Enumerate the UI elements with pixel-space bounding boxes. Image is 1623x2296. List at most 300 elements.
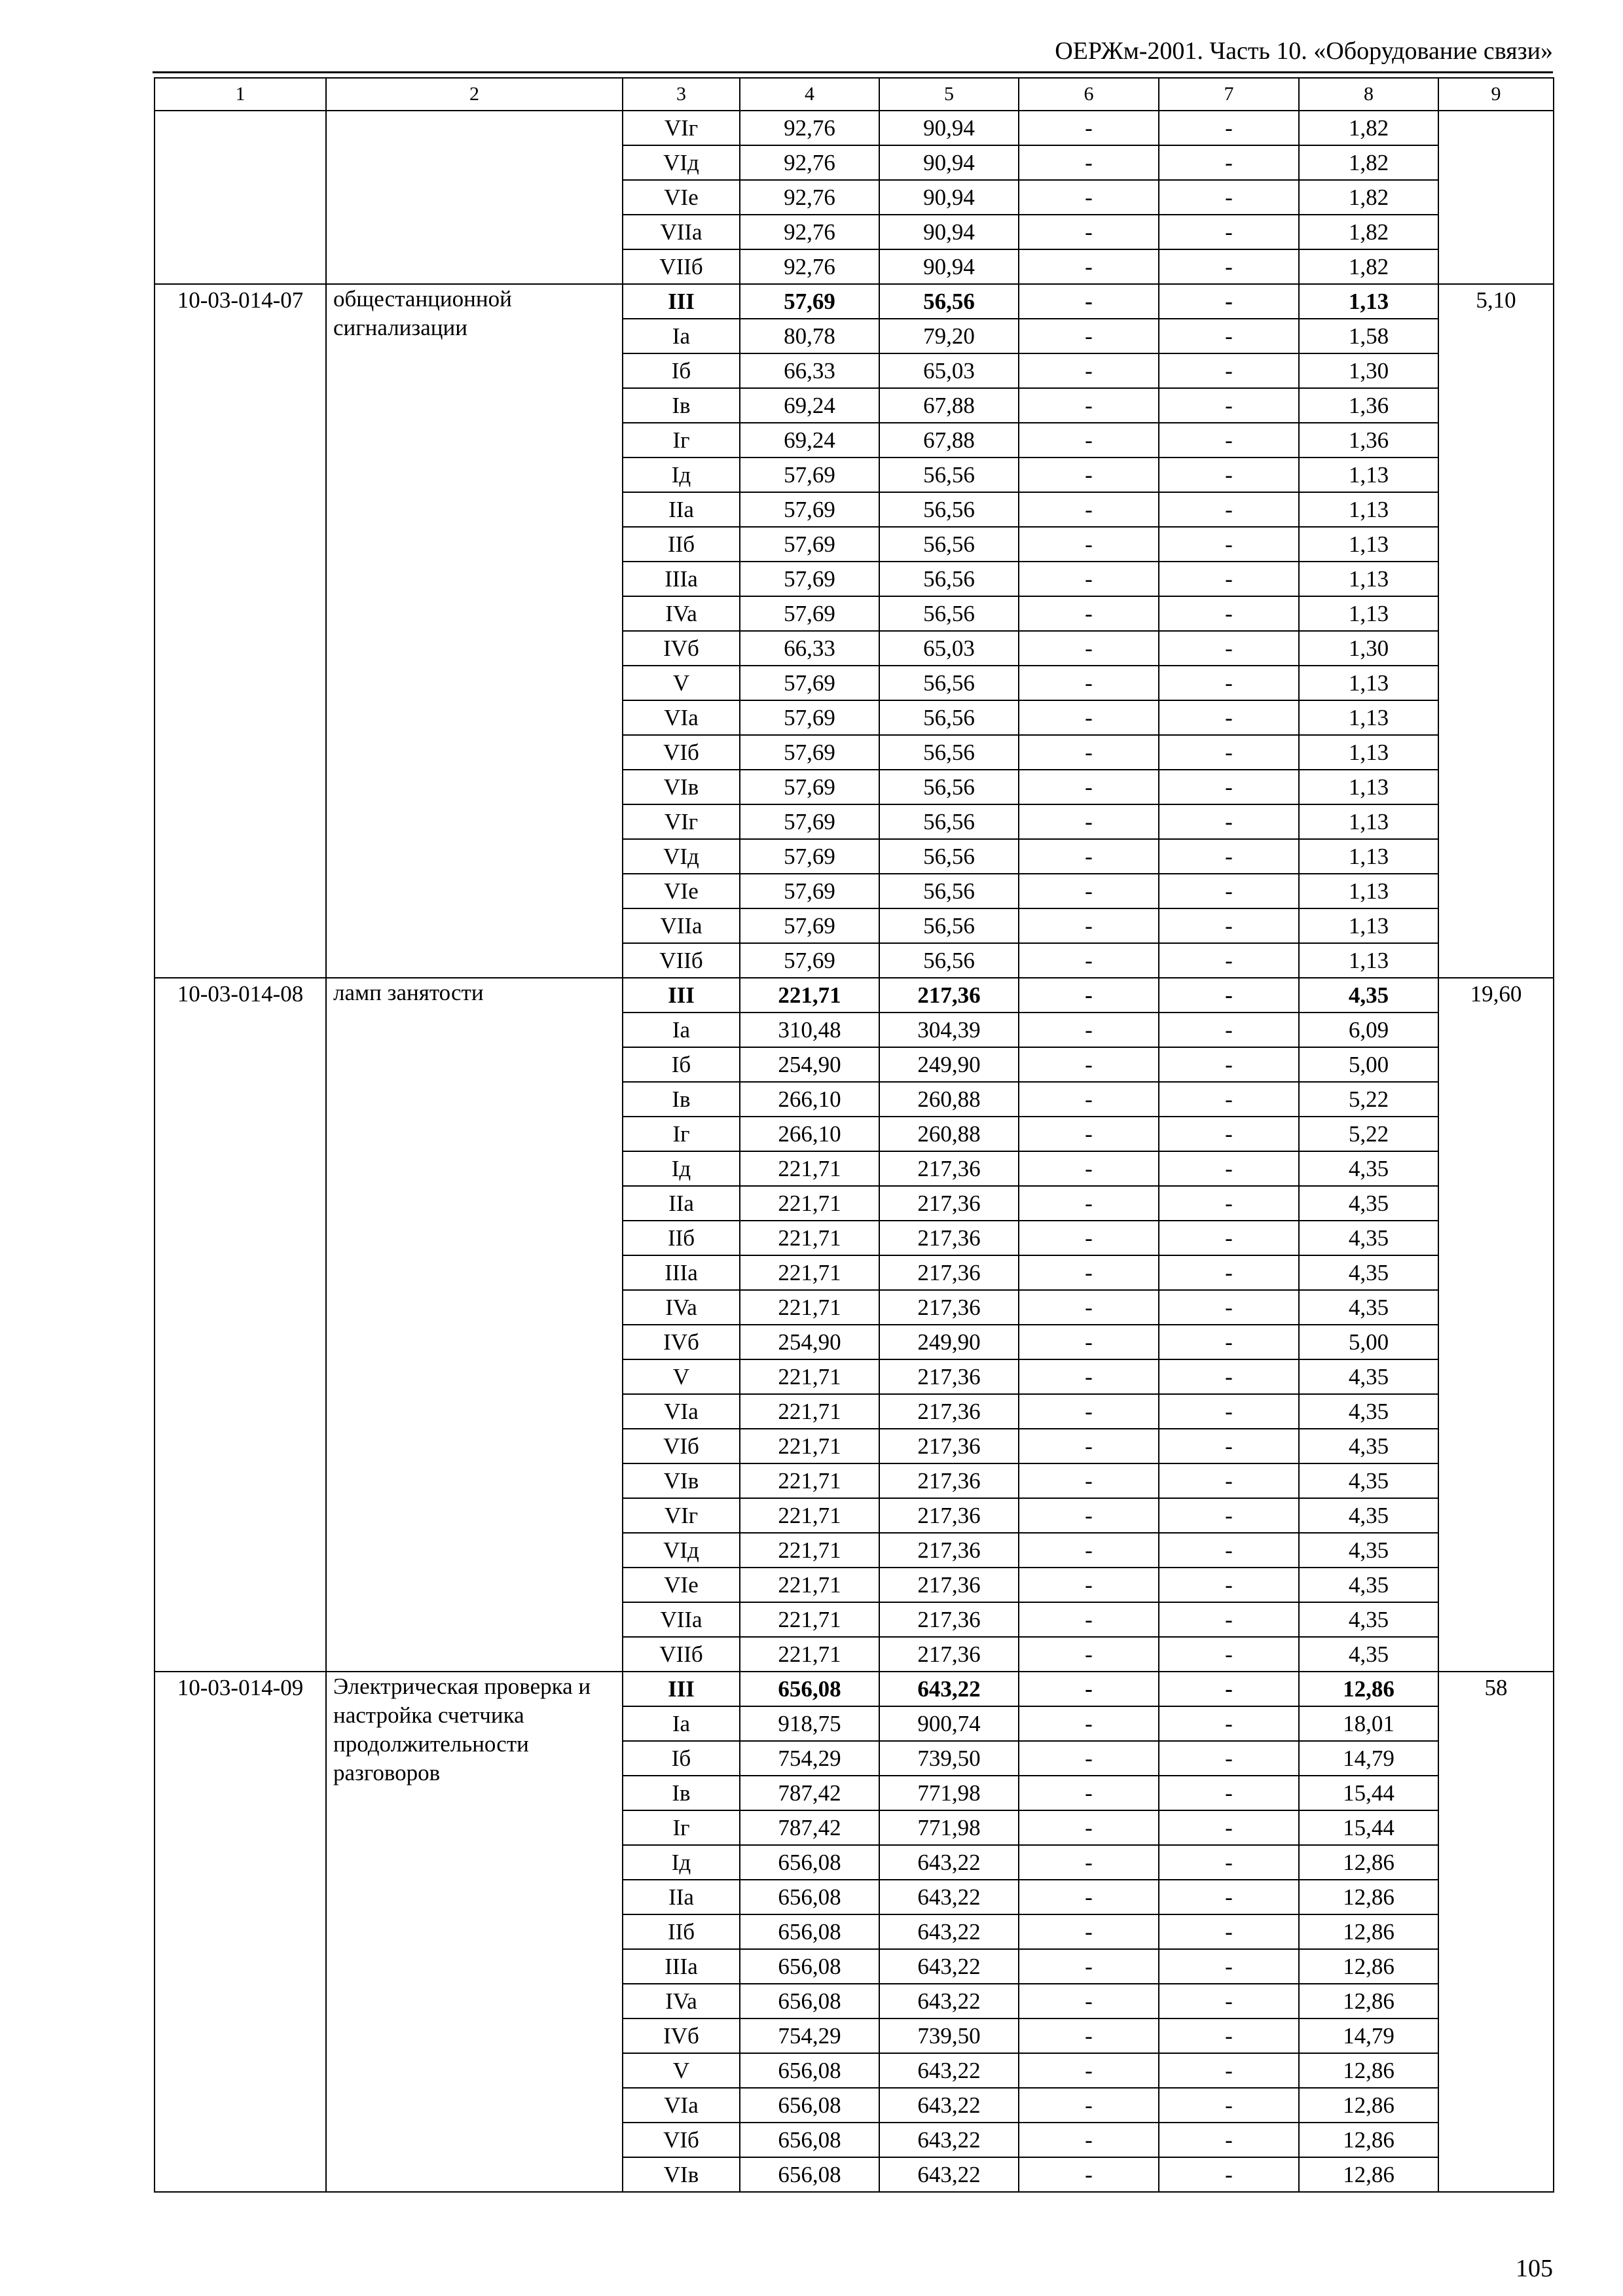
cell-col-4: 57,69 xyxy=(740,770,879,804)
cell-col-4: 92,76 xyxy=(740,249,879,284)
cell-col-6: - xyxy=(1019,666,1159,700)
cell-col-8: 1,13 xyxy=(1299,908,1438,943)
cell-col-6: - xyxy=(1019,1013,1159,1047)
cell-col-3: IVб xyxy=(623,631,740,666)
cell-col-3: Ia xyxy=(623,1706,740,1741)
cell-col-8: 1,82 xyxy=(1299,145,1438,180)
cell-col-4: 92,76 xyxy=(740,145,879,180)
cell-col-3: VIб xyxy=(623,1429,740,1463)
cell-col-4: 656,08 xyxy=(740,2088,879,2123)
cell-col-5: 900,74 xyxy=(879,1706,1019,1741)
cell-col-8: 12,86 xyxy=(1299,1949,1438,1984)
material-quantity: 19,60 xyxy=(1438,978,1554,1672)
cell-col-3: V xyxy=(623,2053,740,2088)
cell-col-5: 643,22 xyxy=(879,1914,1019,1949)
cell-col-7: - xyxy=(1159,492,1299,527)
cell-col-4: 656,08 xyxy=(740,2157,879,2192)
cell-col-6: - xyxy=(1019,1498,1159,1533)
cell-col-5: 217,36 xyxy=(879,1290,1019,1325)
cell-col-5: 56,56 xyxy=(879,562,1019,596)
cell-col-6: - xyxy=(1019,2157,1159,2192)
rate-code: 10-03-014-07 xyxy=(155,284,326,978)
cell-col-5: 643,22 xyxy=(879,2088,1019,2123)
cell-col-7: - xyxy=(1159,1013,1299,1047)
cell-col-5: 217,36 xyxy=(879,978,1019,1013)
cell-col-3: VIб xyxy=(623,735,740,770)
cell-col-5: 56,56 xyxy=(879,804,1019,839)
cell-col-7: - xyxy=(1159,1255,1299,1290)
cell-col-7: - xyxy=(1159,1082,1299,1117)
cell-col-4: 92,76 xyxy=(740,215,879,249)
cell-col-7: - xyxy=(1159,1637,1299,1672)
column-number-8: 8 xyxy=(1299,78,1438,111)
cell-col-4: 92,76 xyxy=(740,111,879,145)
cell-col-5: 249,90 xyxy=(879,1047,1019,1082)
rates-table-container xyxy=(154,77,1553,2193)
cell-col-8: 12,86 xyxy=(1299,2053,1438,2088)
cell-col-7: - xyxy=(1159,1394,1299,1429)
cell-col-4: 656,08 xyxy=(740,1949,879,1984)
cell-col-5: 90,94 xyxy=(879,215,1019,249)
cell-col-5: 304,39 xyxy=(879,1013,1019,1047)
cell-col-3: VIIa xyxy=(623,908,740,943)
cell-col-5: 249,90 xyxy=(879,1325,1019,1359)
cell-col-5: 56,56 xyxy=(879,527,1019,562)
cell-col-4: 787,42 xyxy=(740,1776,879,1810)
cell-col-8: 4,35 xyxy=(1299,1568,1438,1602)
cell-col-4: 221,71 xyxy=(740,1359,879,1394)
cell-col-6: - xyxy=(1019,943,1159,978)
cell-col-5: 217,36 xyxy=(879,1151,1019,1186)
cell-col-6: - xyxy=(1019,527,1159,562)
cell-col-6: - xyxy=(1019,353,1159,388)
rate-code: 10-03-014-08 xyxy=(155,978,326,1672)
cell-col-8: 4,35 xyxy=(1299,1394,1438,1429)
cell-col-8: 1,30 xyxy=(1299,631,1438,666)
cell-col-7: - xyxy=(1159,1810,1299,1845)
cell-col-6: - xyxy=(1019,180,1159,215)
cell-col-3: IIIa xyxy=(623,562,740,596)
cell-col-4: 656,08 xyxy=(740,1914,879,1949)
cell-col-7: - xyxy=(1159,1741,1299,1776)
cell-col-4: 221,71 xyxy=(740,1255,879,1290)
cell-col-6: - xyxy=(1019,1741,1159,1776)
cell-col-6: - xyxy=(1019,1429,1159,1463)
cell-col-4: 221,71 xyxy=(740,1186,879,1221)
cell-col-5: 56,56 xyxy=(879,457,1019,492)
cell-col-6: - xyxy=(1019,1776,1159,1810)
cell-col-6: - xyxy=(1019,1394,1159,1429)
cell-col-5: 217,36 xyxy=(879,1602,1019,1637)
cell-col-6: - xyxy=(1019,1082,1159,1117)
cell-col-5: 90,94 xyxy=(879,145,1019,180)
cell-col-6: - xyxy=(1019,2088,1159,2123)
cell-col-5: 217,36 xyxy=(879,1186,1019,1221)
cell-col-4: 221,71 xyxy=(740,1221,879,1255)
page-number: 105 xyxy=(1516,2255,1553,2282)
cell-col-4: 69,24 xyxy=(740,423,879,457)
cell-col-6: - xyxy=(1019,1325,1159,1359)
cell-col-5: 771,98 xyxy=(879,1776,1019,1810)
cell-col-4: 656,08 xyxy=(740,2123,879,2157)
cell-col-6: - xyxy=(1019,1984,1159,2018)
cell-col-5: 217,36 xyxy=(879,1221,1019,1255)
cell-col-3: VIIб xyxy=(623,249,740,284)
cell-col-6: - xyxy=(1019,1949,1159,1984)
cell-col-8: 14,79 xyxy=(1299,2018,1438,2053)
table-row xyxy=(155,978,1554,1013)
cell-col-4: 57,69 xyxy=(740,908,879,943)
cell-col-6: - xyxy=(1019,388,1159,423)
cell-col-4: 69,24 xyxy=(740,388,879,423)
cell-col-7: - xyxy=(1159,1290,1299,1325)
column-number-2: 2 xyxy=(326,78,623,111)
cell-col-3: VIe xyxy=(623,180,740,215)
cell-col-3: Iб xyxy=(623,353,740,388)
cell-col-8: 4,35 xyxy=(1299,1533,1438,1568)
cell-col-4: 57,69 xyxy=(740,804,879,839)
table-body xyxy=(155,111,1554,2192)
cell-col-3: VIв xyxy=(623,1463,740,1498)
cell-col-4: 254,90 xyxy=(740,1047,879,1082)
cell-col-7: - xyxy=(1159,1325,1299,1359)
cell-col-8: 1,13 xyxy=(1299,596,1438,631)
cell-col-3: Ia xyxy=(623,1013,740,1047)
cell-col-6: - xyxy=(1019,319,1159,353)
cell-col-3: III xyxy=(623,978,740,1013)
cell-col-3: V xyxy=(623,666,740,700)
cell-col-3: IIб xyxy=(623,527,740,562)
cell-col-3: Iг xyxy=(623,423,740,457)
cell-col-8: 4,35 xyxy=(1299,1463,1438,1498)
cell-col-8: 4,35 xyxy=(1299,1151,1438,1186)
material-quantity: 5,10 xyxy=(1438,284,1554,978)
cell-col-7: - xyxy=(1159,527,1299,562)
rate-code: 10-03-014-09 xyxy=(155,1672,326,2192)
cell-col-5: 56,56 xyxy=(879,284,1019,319)
cell-col-5: 217,36 xyxy=(879,1429,1019,1463)
cell-col-8: 15,44 xyxy=(1299,1810,1438,1845)
cell-col-7: - xyxy=(1159,1776,1299,1810)
cell-col-5: 90,94 xyxy=(879,111,1019,145)
cell-col-4: 57,69 xyxy=(740,457,879,492)
cell-col-3: VIб xyxy=(623,2123,740,2157)
cell-col-6: - xyxy=(1019,1290,1159,1325)
cell-col-8: 12,86 xyxy=(1299,1672,1438,1706)
cell-col-6: - xyxy=(1019,874,1159,908)
cell-col-7: - xyxy=(1159,1533,1299,1568)
cell-col-8: 1,82 xyxy=(1299,180,1438,215)
cell-col-3: Iв xyxy=(623,1776,740,1810)
cell-col-8: 1,13 xyxy=(1299,874,1438,908)
cell-col-8: 1,82 xyxy=(1299,249,1438,284)
column-number-4: 4 xyxy=(740,78,879,111)
cell-col-5: 56,56 xyxy=(879,735,1019,770)
cell-col-4: 221,71 xyxy=(740,1463,879,1498)
cell-col-7: - xyxy=(1159,2053,1299,2088)
cell-col-7: - xyxy=(1159,1151,1299,1186)
cell-col-6: - xyxy=(1019,978,1159,1013)
cell-col-4: 266,10 xyxy=(740,1117,879,1151)
cell-col-3: IIa xyxy=(623,1880,740,1914)
cell-col-3: VIг xyxy=(623,804,740,839)
cell-col-3: VIa xyxy=(623,1394,740,1429)
cell-col-6: - xyxy=(1019,804,1159,839)
cell-col-6: - xyxy=(1019,1186,1159,1221)
cell-col-5: 260,88 xyxy=(879,1082,1019,1117)
cell-col-5: 217,36 xyxy=(879,1394,1019,1429)
cell-col-8: 1,13 xyxy=(1299,943,1438,978)
cell-col-4: 656,08 xyxy=(740,1984,879,2018)
cell-col-6: - xyxy=(1019,1914,1159,1949)
cell-col-7: - xyxy=(1159,978,1299,1013)
cell-col-5: 56,56 xyxy=(879,770,1019,804)
cell-col-3: VIд xyxy=(623,1533,740,1568)
cell-col-7: - xyxy=(1159,319,1299,353)
table-row xyxy=(155,284,1554,319)
cell-col-8: 5,00 xyxy=(1299,1047,1438,1082)
cell-col-7: - xyxy=(1159,2018,1299,2053)
cell-col-5: 217,36 xyxy=(879,1533,1019,1568)
cell-col-5: 56,56 xyxy=(879,839,1019,874)
cell-col-4: 57,69 xyxy=(740,839,879,874)
cell-col-4: 221,71 xyxy=(740,1602,879,1637)
cell-col-8: 4,35 xyxy=(1299,1290,1438,1325)
cell-col-5: 56,56 xyxy=(879,874,1019,908)
cell-col-3: Iд xyxy=(623,457,740,492)
cell-col-8: 5,22 xyxy=(1299,1117,1438,1151)
cell-col-8: 1,13 xyxy=(1299,284,1438,319)
cell-col-6: - xyxy=(1019,2053,1159,2088)
cell-col-8: 4,35 xyxy=(1299,978,1438,1013)
cell-col-7: - xyxy=(1159,145,1299,180)
cell-col-8: 12,86 xyxy=(1299,2123,1438,2157)
cell-col-4: 656,08 xyxy=(740,1880,879,1914)
page-header-title: ОЕРЖм-2001. Часть 10. «Оборудование связи» xyxy=(1055,37,1553,65)
cell-col-5: 643,22 xyxy=(879,1672,1019,1706)
cell-col-8: 4,35 xyxy=(1299,1186,1438,1221)
cell-col-7: - xyxy=(1159,284,1299,319)
column-number-5: 5 xyxy=(879,78,1019,111)
cell-col-8: 4,35 xyxy=(1299,1429,1438,1463)
cell-col-5: 643,22 xyxy=(879,1880,1019,1914)
cell-col-8: 1,13 xyxy=(1299,804,1438,839)
cell-col-7: - xyxy=(1159,1498,1299,1533)
cell-col-3: VIe xyxy=(623,874,740,908)
cell-col-3: VIд xyxy=(623,839,740,874)
cell-col-3: VIIa xyxy=(623,215,740,249)
cell-col-7: - xyxy=(1159,1221,1299,1255)
cell-col-6: - xyxy=(1019,1359,1159,1394)
cell-col-6: - xyxy=(1019,249,1159,284)
cell-col-8: 1,30 xyxy=(1299,353,1438,388)
cell-col-8: 12,86 xyxy=(1299,1845,1438,1880)
cell-col-4: 66,33 xyxy=(740,353,879,388)
rate-description: ламп занятости xyxy=(326,978,623,1672)
cell-col-6: - xyxy=(1019,1602,1159,1637)
cell-col-3: Iб xyxy=(623,1741,740,1776)
cell-col-4: 310,48 xyxy=(740,1013,879,1047)
cell-col-3: Ia xyxy=(623,319,740,353)
cell-col-3: IVб xyxy=(623,2018,740,2053)
rate-description xyxy=(326,111,623,284)
cell-col-4: 221,71 xyxy=(740,1568,879,1602)
cell-col-3: Iв xyxy=(623,1082,740,1117)
cell-col-4: 221,71 xyxy=(740,978,879,1013)
cell-col-8: 12,86 xyxy=(1299,2088,1438,2123)
cell-col-6: - xyxy=(1019,423,1159,457)
cell-col-8: 1,13 xyxy=(1299,839,1438,874)
cell-col-7: - xyxy=(1159,111,1299,145)
rate-code xyxy=(155,111,326,284)
cell-col-6: - xyxy=(1019,908,1159,943)
column-numbers-row xyxy=(155,78,1554,111)
cell-col-4: 57,69 xyxy=(740,700,879,735)
cell-col-5: 56,56 xyxy=(879,596,1019,631)
material-quantity xyxy=(1438,111,1554,284)
cell-col-4: 254,90 xyxy=(740,1325,879,1359)
cell-col-4: 221,71 xyxy=(740,1533,879,1568)
cell-col-7: - xyxy=(1159,1186,1299,1221)
cell-col-3: VIг xyxy=(623,111,740,145)
cell-col-4: 57,69 xyxy=(740,596,879,631)
header-rule xyxy=(153,71,1553,73)
cell-col-7: - xyxy=(1159,839,1299,874)
cell-col-7: - xyxy=(1159,2157,1299,2192)
cell-col-6: - xyxy=(1019,562,1159,596)
cell-col-4: 57,69 xyxy=(740,735,879,770)
cell-col-5: 217,36 xyxy=(879,1359,1019,1394)
cell-col-3: IIб xyxy=(623,1221,740,1255)
cell-col-7: - xyxy=(1159,1984,1299,2018)
table-row xyxy=(155,1672,1554,1706)
cell-col-7: - xyxy=(1159,666,1299,700)
cell-col-3: VIIб xyxy=(623,943,740,978)
cell-col-3: IVa xyxy=(623,596,740,631)
cell-col-8: 12,86 xyxy=(1299,1914,1438,1949)
cell-col-7: - xyxy=(1159,180,1299,215)
cell-col-5: 90,94 xyxy=(879,180,1019,215)
cell-col-3: IIб xyxy=(623,1914,740,1949)
cell-col-3: VIв xyxy=(623,770,740,804)
cell-col-5: 56,56 xyxy=(879,492,1019,527)
cell-col-3: VIa xyxy=(623,700,740,735)
cell-col-6: - xyxy=(1019,1672,1159,1706)
cell-col-6: - xyxy=(1019,1117,1159,1151)
cell-col-3: V xyxy=(623,1359,740,1394)
cell-col-3: IIa xyxy=(623,1186,740,1221)
cell-col-3: Iв xyxy=(623,388,740,423)
cell-col-4: 57,69 xyxy=(740,284,879,319)
cell-col-7: - xyxy=(1159,249,1299,284)
cell-col-5: 217,36 xyxy=(879,1637,1019,1672)
cell-col-3: VIг xyxy=(623,1498,740,1533)
cell-col-8: 12,86 xyxy=(1299,1984,1438,2018)
cell-col-4: 221,71 xyxy=(740,1151,879,1186)
cell-col-5: 90,94 xyxy=(879,249,1019,284)
cell-col-3: III xyxy=(623,1672,740,1706)
cell-col-7: - xyxy=(1159,804,1299,839)
cell-col-7: - xyxy=(1159,1880,1299,1914)
cell-col-7: - xyxy=(1159,562,1299,596)
cell-col-5: 217,36 xyxy=(879,1255,1019,1290)
cell-col-4: 57,69 xyxy=(740,527,879,562)
cell-col-7: - xyxy=(1159,770,1299,804)
cell-col-4: 66,33 xyxy=(740,631,879,666)
cell-col-6: - xyxy=(1019,1637,1159,1672)
material-quantity: 58 xyxy=(1438,1672,1554,2192)
cell-col-3: VIIб xyxy=(623,1637,740,1672)
cell-col-7: - xyxy=(1159,353,1299,388)
cell-col-3: VIe xyxy=(623,1568,740,1602)
cell-col-7: - xyxy=(1159,457,1299,492)
cell-col-8: 4,35 xyxy=(1299,1221,1438,1255)
cell-col-7: - xyxy=(1159,1117,1299,1151)
cell-col-6: - xyxy=(1019,457,1159,492)
cell-col-7: - xyxy=(1159,1672,1299,1706)
cell-col-8: 1,82 xyxy=(1299,111,1438,145)
cell-col-4: 221,71 xyxy=(740,1637,879,1672)
table-header xyxy=(155,78,1554,111)
cell-col-5: 56,56 xyxy=(879,700,1019,735)
cell-col-6: - xyxy=(1019,1810,1159,1845)
column-number-7: 7 xyxy=(1159,78,1299,111)
cell-col-6: - xyxy=(1019,492,1159,527)
cell-col-7: - xyxy=(1159,1914,1299,1949)
cell-col-5: 217,36 xyxy=(879,1463,1019,1498)
cell-col-6: - xyxy=(1019,1880,1159,1914)
cell-col-6: - xyxy=(1019,284,1159,319)
cell-col-6: - xyxy=(1019,700,1159,735)
cell-col-7: - xyxy=(1159,1568,1299,1602)
cell-col-5: 217,36 xyxy=(879,1568,1019,1602)
cell-col-8: 1,13 xyxy=(1299,562,1438,596)
cell-col-5: 643,22 xyxy=(879,1949,1019,1984)
cell-col-4: 221,71 xyxy=(740,1498,879,1533)
cell-col-6: - xyxy=(1019,1151,1159,1186)
cell-col-5: 739,50 xyxy=(879,1741,1019,1776)
cell-col-5: 643,22 xyxy=(879,2123,1019,2157)
cell-col-7: - xyxy=(1159,423,1299,457)
cell-col-6: - xyxy=(1019,2018,1159,2053)
cell-col-8: 1,13 xyxy=(1299,492,1438,527)
cell-col-7: - xyxy=(1159,1463,1299,1498)
cell-col-4: 57,69 xyxy=(740,943,879,978)
cell-col-8: 1,36 xyxy=(1299,423,1438,457)
cell-col-3: IIIa xyxy=(623,1255,740,1290)
cell-col-7: - xyxy=(1159,735,1299,770)
cell-col-5: 56,56 xyxy=(879,908,1019,943)
cell-col-3: Iг xyxy=(623,1810,740,1845)
cell-col-6: - xyxy=(1019,1221,1159,1255)
cell-col-5: 643,22 xyxy=(879,1984,1019,2018)
cell-col-7: - xyxy=(1159,700,1299,735)
column-number-9: 9 xyxy=(1438,78,1554,111)
cell-col-6: - xyxy=(1019,1533,1159,1568)
cell-col-7: - xyxy=(1159,631,1299,666)
cell-col-3: IIa xyxy=(623,492,740,527)
cell-col-6: - xyxy=(1019,770,1159,804)
cell-col-8: 14,79 xyxy=(1299,1741,1438,1776)
cell-col-7: - xyxy=(1159,1429,1299,1463)
cell-col-7: - xyxy=(1159,908,1299,943)
cell-col-7: - xyxy=(1159,2088,1299,2123)
cell-col-6: - xyxy=(1019,1845,1159,1880)
table-row xyxy=(155,111,1554,145)
column-number-6: 6 xyxy=(1019,78,1159,111)
cell-col-3: VIв xyxy=(623,2157,740,2192)
cell-col-4: 221,71 xyxy=(740,1429,879,1463)
